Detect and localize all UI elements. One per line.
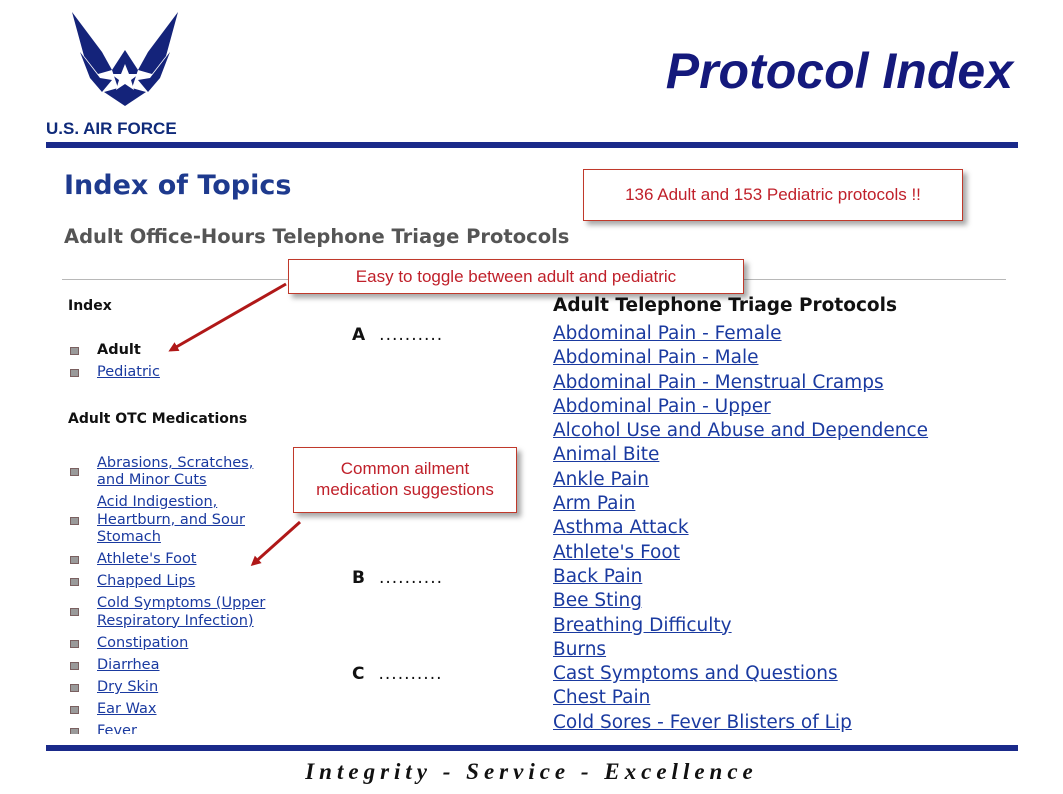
protocol-link[interactable]: Chest Pain <box>553 687 651 709</box>
bullet-icon <box>70 706 79 714</box>
otc-link-line[interactable]: Stomach <box>97 529 161 545</box>
otc-link-line[interactable]: Heartburn, and Sour <box>97 511 245 528</box>
arrow-to-adult <box>171 284 286 350</box>
page-subheading: Adult Office-Hours Telephone Triage Protocols <box>64 225 570 248</box>
otc-link-line[interactable]: Acid Indigestion, <box>97 494 218 510</box>
header-divider <box>46 142 1018 148</box>
letter-dots: .......... <box>378 664 443 684</box>
protocol-link[interactable]: Cast Symptoms and Questions <box>553 663 838 685</box>
protocol-link[interactable]: Breathing Difficulty <box>553 614 732 636</box>
otc-link-line[interactable]: Ear Wax <box>97 701 157 717</box>
letter-marker-a <box>352 325 443 345</box>
protocol-link[interactable]: Abdominal Pain - Menstrual Cramps <box>553 371 884 393</box>
pediatric-link[interactable]: Pediatric <box>97 364 160 380</box>
protocol-link[interactable]: Burns <box>553 638 607 660</box>
bullet-icon <box>70 640 79 648</box>
otc-link-line[interactable]: Diarrhea <box>97 657 160 673</box>
protocol-link[interactable]: Abdominal Pain - Male <box>553 347 759 369</box>
toggle-callout: Easy to toggle between adult and pediatric <box>288 259 744 294</box>
bullet-icon <box>70 556 79 564</box>
bullet-icon <box>70 662 79 670</box>
ailment-callout-line: Common ailment <box>340 459 470 478</box>
letter-label: C <box>352 664 365 684</box>
protocol-link[interactable]: Abdominal Pain - Upper <box>553 395 771 417</box>
protocols-heading: Adult Telephone Triage Protocols <box>553 295 897 316</box>
bullet-icon <box>70 347 79 355</box>
otc-link-line[interactable]: Athlete's Foot <box>97 551 197 567</box>
protocol-link[interactable]: Alcohol Use and Abuse and Dependence <box>553 420 929 442</box>
letter-marker-b <box>352 568 443 588</box>
bullet-icon <box>70 369 79 377</box>
protocol-link[interactable]: Back Pain <box>553 565 643 587</box>
otc-link-line[interactable]: Dry Skin <box>97 679 159 695</box>
otc-item-fever-clip <box>60 722 320 734</box>
page-heading: Index of Topics <box>64 170 292 201</box>
protocol-link[interactable]: Athlete's Foot <box>553 541 680 563</box>
bullet-icon <box>70 517 79 525</box>
index-section-label: Index <box>68 298 112 314</box>
ailment-callout <box>293 447 517 513</box>
protocol-link[interactable]: Asthma Attack <box>553 517 689 539</box>
otc-link-line[interactable]: Abrasions, Scratches, <box>97 455 254 471</box>
index-item-label: Adult <box>97 342 141 358</box>
bullet-icon <box>70 684 79 692</box>
footer-motto: Integrity - Service - Excellence <box>305 759 758 784</box>
protocol-link[interactable]: Ankle Pain <box>553 468 650 490</box>
otc-link-line[interactable]: Respiratory Infection) <box>97 612 254 629</box>
bullet-icon <box>70 578 79 586</box>
protocol-list <box>553 322 928 735</box>
letter-marker-c <box>352 664 443 684</box>
otc-link-line[interactable]: Cold Symptoms (Upper <box>97 595 266 611</box>
otc-link-line[interactable]: Chapped Lips <box>97 573 196 589</box>
slide-title: Protocol Index <box>665 43 1013 99</box>
bullet-icon <box>70 468 79 476</box>
footer-divider <box>46 745 1018 751</box>
letter-dots: .......... <box>378 568 444 588</box>
protocol-link[interactable]: Bee Sting <box>553 590 642 612</box>
protocol-link[interactable]: Cold Sores - Fever Blisters of Lip <box>553 711 852 733</box>
air-force-wings-icon <box>40 8 210 123</box>
logo-wordmark: U.S. AIR FORCE <box>46 119 177 138</box>
protocol-count-callout: 136 Adult and 153 Pediatric protocols !! <box>583 169 963 221</box>
letter-label: B <box>352 568 365 588</box>
otc-link-line[interactable]: Constipation <box>97 635 189 651</box>
protocol-link[interactable]: Arm Pain <box>553 493 636 515</box>
bullet-icon <box>70 608 79 616</box>
otc-link-line[interactable]: and Minor Cuts <box>97 472 207 488</box>
protocol-link[interactable]: Abdominal Pain - Female <box>553 323 782 344</box>
protocol-link[interactable]: Animal Bite <box>553 444 660 466</box>
bullet-icon <box>70 728 79 734</box>
otc-link-line[interactable]: Fever <box>97 723 137 734</box>
arrow-to-otc <box>253 522 300 564</box>
letter-label: A <box>352 325 366 345</box>
ailment-callout-line: medication suggestions <box>316 480 494 499</box>
letter-dots: .......... <box>379 325 444 345</box>
otc-section-label: Adult OTC Medications <box>68 411 248 427</box>
